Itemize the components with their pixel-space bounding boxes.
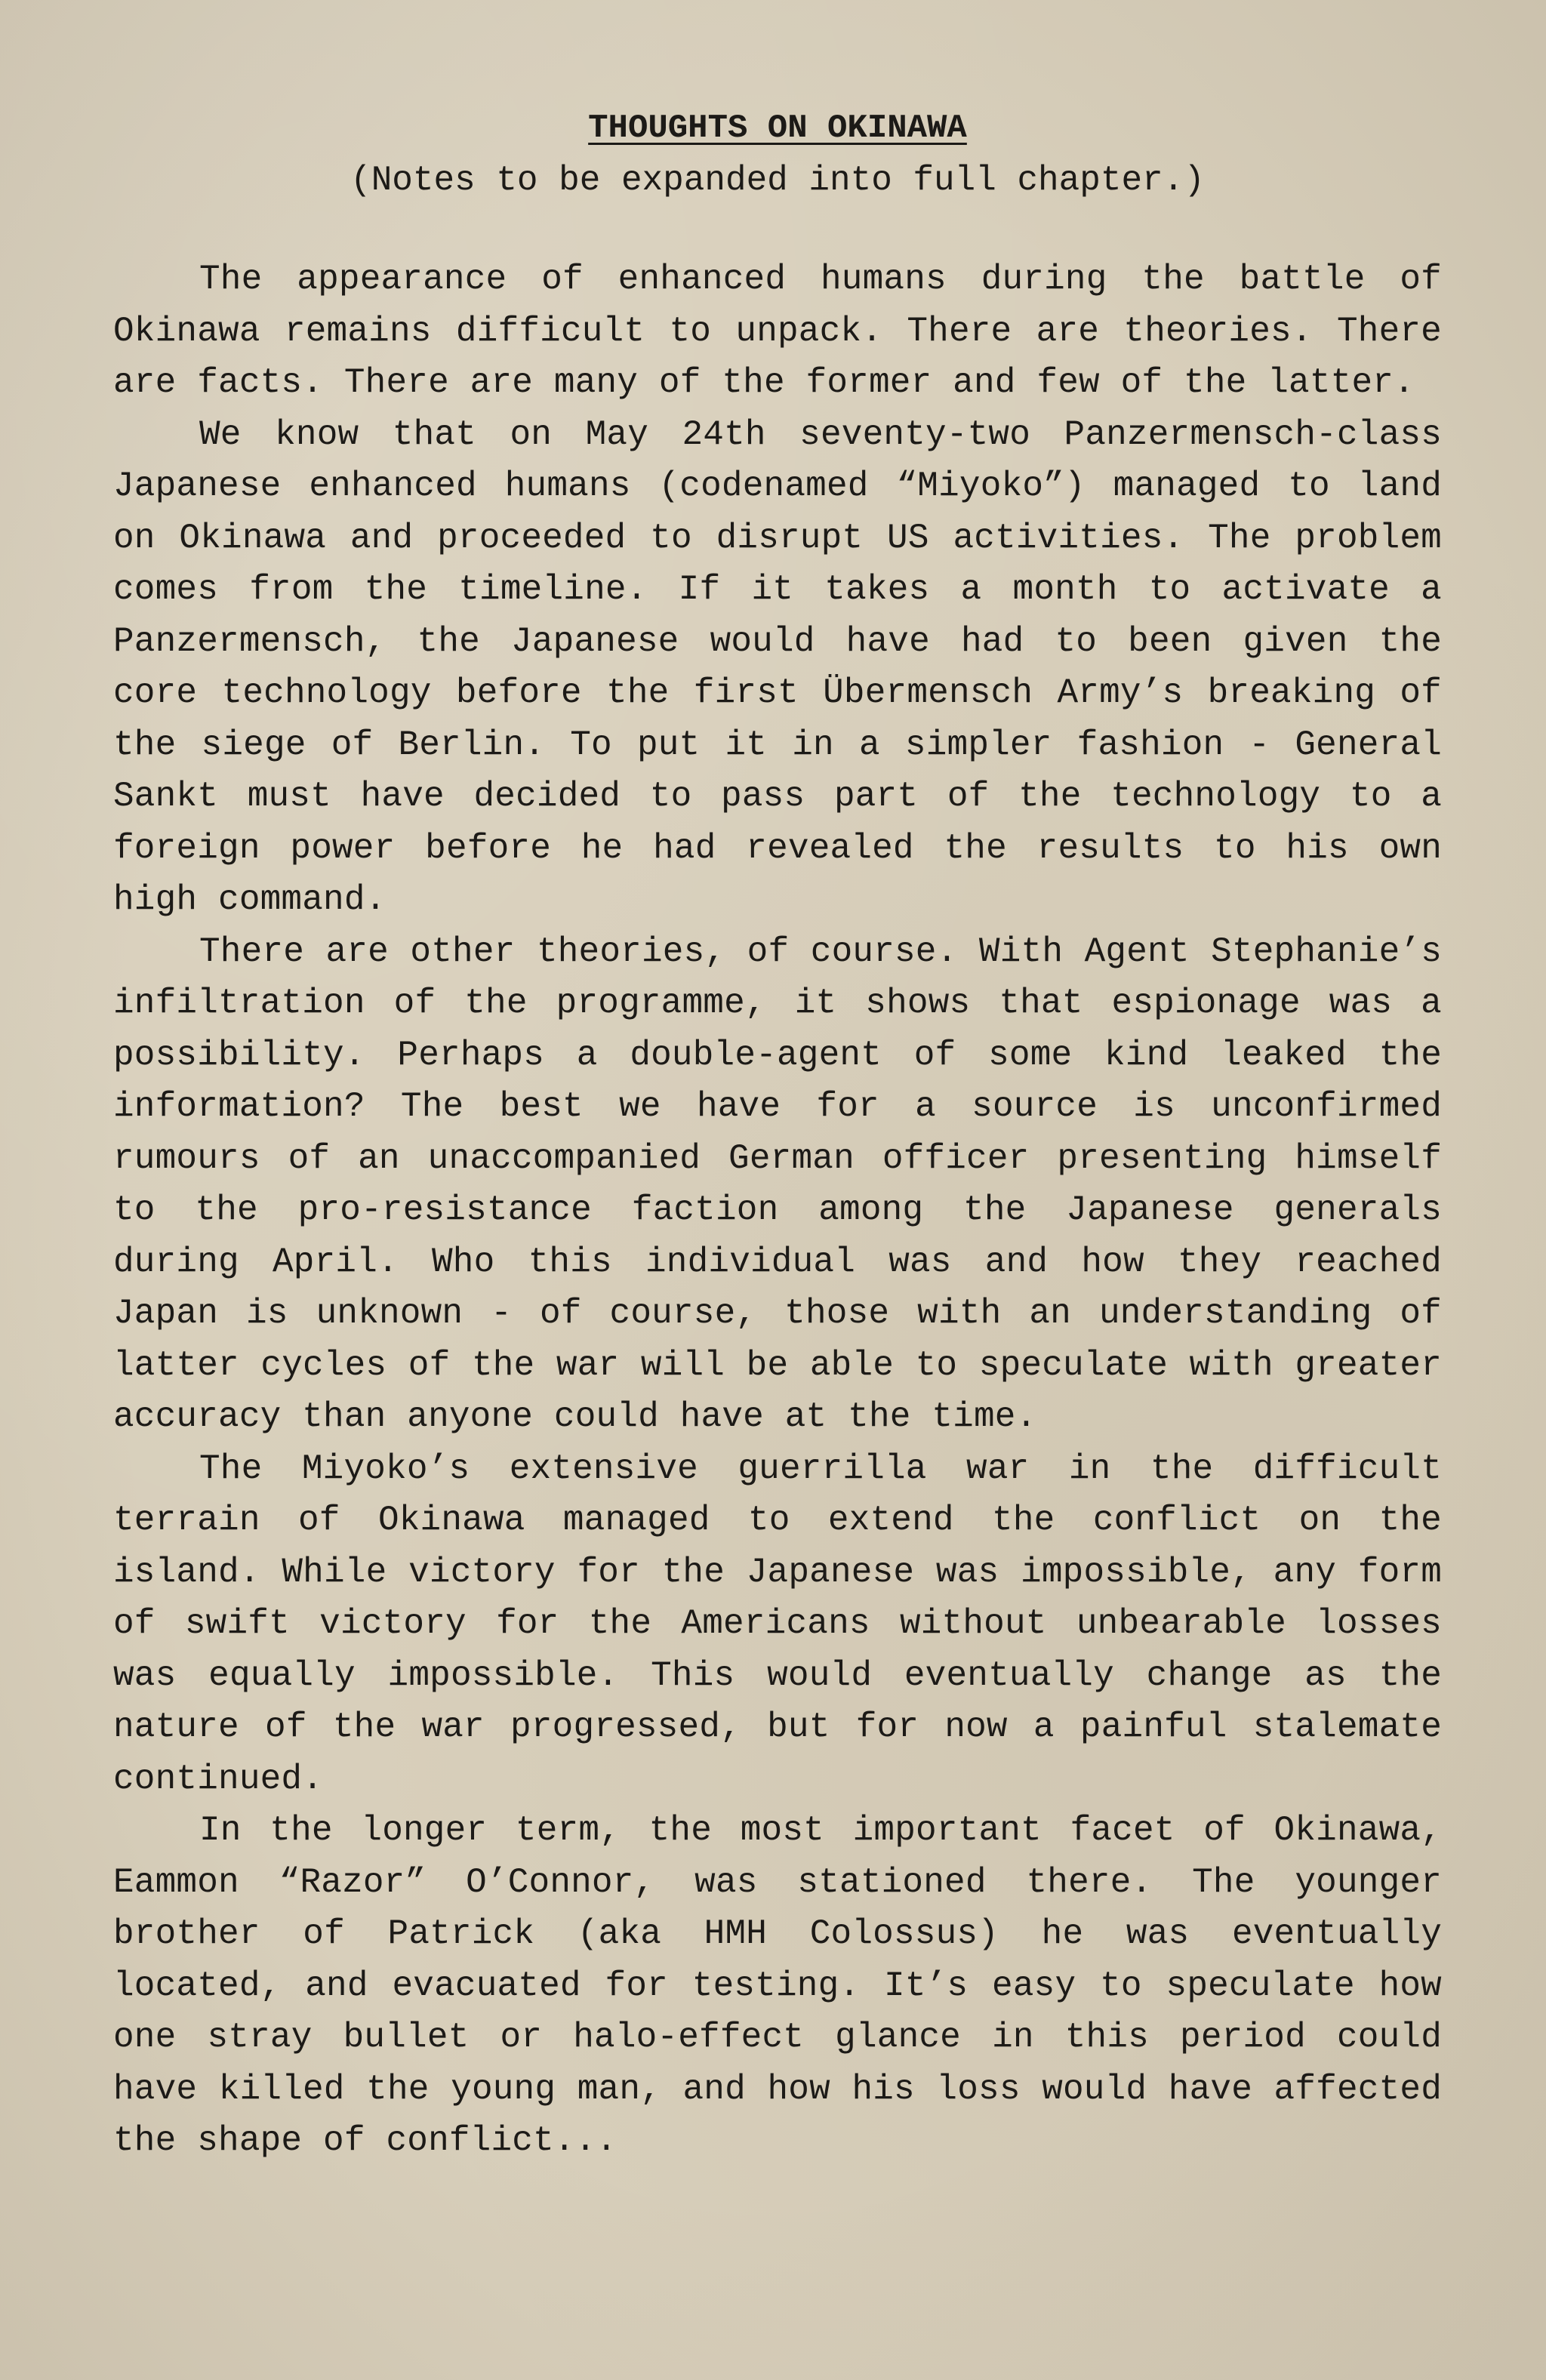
document-page: [113, 106, 1442, 2167]
document-subtitle: (Notes to be expanded into full chapter.): [350, 161, 1205, 200]
paragraph-2: We know that on May 24th seventy-two Panzermensch-class Japanese enhanced humans (codenamed “Miyoko”) managed to land on Okinawa and proceeded to disrupt US activities. The problem comes from the timeline. If it takes a month to activate a Panzermensch, the Japanese would have had to been given the core technology before the first Übermensch Army’s breaking of the siege of Berlin. To put it in a simpler fashion - General Sankt must have decided to pass part of the technology to a foreign power before he had revealed the results to his own high command.: [113, 414, 1442, 919]
document-title-text: THOUGHTS ON OKINAWA: [588, 109, 967, 147]
paragraph-3: There are other theories, of course. With Agent Stephanie’s infiltration of the programme, it shows that espionage was a possibility. Perhaps a double-agent of some kind leaked the information? The best we have for a source is unconfirmed rumours of an unaccompanied German officer presenting himself to the pro-resistance faction among the Japanese generals during April. Who this individual was and how they reached Japan is unknown - of course, those with an understanding of latter cycles of the war will be able to speculate with greater accuracy than anyone could have at the time.: [113, 931, 1442, 1436]
paragraph-5: In the longer term, the most important facet of Okinawa, Eammon “Razor” O’Connor, was stationed there. The younger brother of Patrick (aka HMH Colossus) he was eventually located, and evacuated for testing. It’s easy to speculate how one stray bullet or halo-effect glance in this period could have killed the young man, and how his loss would have affected the shape of conflict...: [113, 1811, 1442, 2160]
paragraph-4: The Miyoko’s extensive guerrilla war in the difficult terrain of Okinawa managed to extend the conflict on the island. While victory for the Japanese was impossible, any form of swift victory for the Americans without unbearable losses was equally impossible. This would eventually change as the nature of the war progressed, but for now a painful stalemate continued.: [113, 1449, 1442, 1799]
document-title: [113, 106, 1442, 151]
paragraph-1: The appearance of enhanced humans during the battle of Okinawa remains difficult to unpack. There are theories. There are facts. There are many of the former and few of the latter.: [113, 260, 1442, 402]
